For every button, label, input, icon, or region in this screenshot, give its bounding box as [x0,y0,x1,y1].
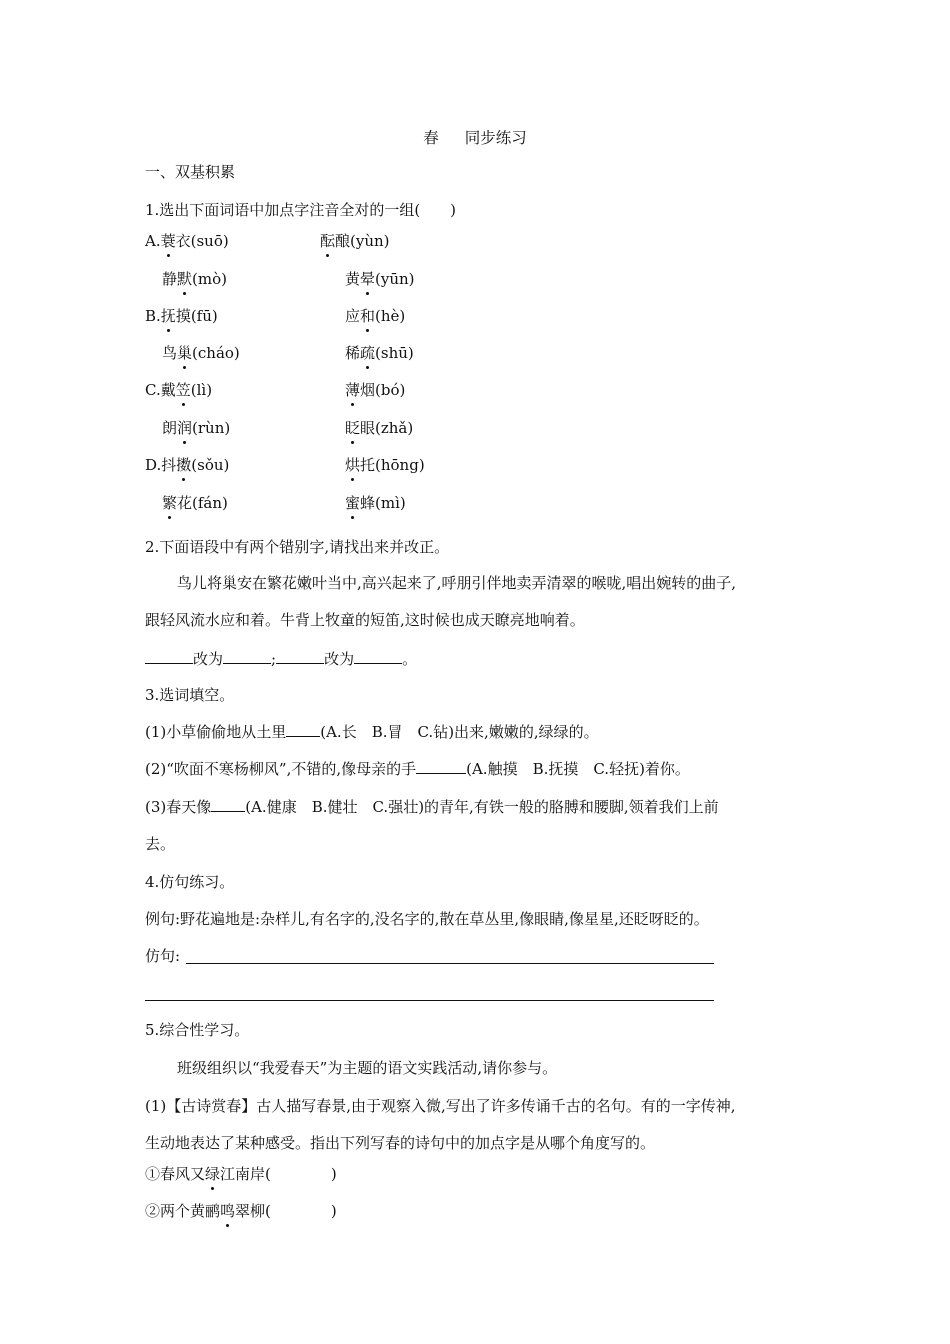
page-title [0,126,950,148]
option-row-6-right: 眨眼(zhǎ) [345,419,414,437]
question-1-stem: 1.选出下面词语中加点字注音全对的一组( ) [145,201,457,219]
dotted-char: 巢 [177,344,193,362]
answer-line[interactable] [186,963,714,964]
option-row-7-left: D.抖擞(sǒu) [145,456,230,474]
dotted-char: 抚 [160,307,176,325]
option-row-6-left: 朗润(rùn) [162,419,231,437]
imitate-label: 仿句: [145,947,181,965]
answer-blank[interactable] [354,649,402,664]
question-5-intro: 班级组织以“我爱春天”为主题的语文实践活动,请你参与。 [177,1059,558,1077]
dotted-char: 眨 [345,419,361,437]
poem-line-2: ②两个黄鹂鸣翠柳( ) [145,1202,337,1220]
answer-line[interactable] [145,1000,714,1001]
question-2-passage-line-2: 跟轻风流水应和着。牛背上牧童的短笛,这时候也成天瞭亮地响着。 [145,611,585,629]
option-letter: A. [145,232,161,250]
option-row-7-right: 烘托(hōng) [345,456,425,474]
dotted-char: 晕 [360,270,376,288]
question-5-sub1-line-1: (1)【古诗赏春】古人描写春景,由于观察入微,写出了许多传诵千古的名句。有的一字传神, [145,1097,736,1115]
dotted-char: 繁 [162,494,178,512]
dotted-char: 笠 [175,381,191,399]
example-sentence: 例句:野花遍地是:杂样儿,有名字的,没名字的,散在草丛里,像眼睛,像星星,还眨呀眨的。 [145,910,709,928]
option-row-5-right: 薄烟(bó) [345,381,406,399]
dotted-char: 疏 [360,344,376,362]
option-letter: C. [145,381,161,399]
question-2-stem: 2.下面语段中有两个错别字,请找出来并改正。 [145,538,450,556]
dotted-char: 薄 [345,381,361,399]
question-4-stem: 4.仿句练习。 [145,873,235,891]
dotted-char: 和 [360,307,376,325]
question-5-stem: 5.综合性学习。 [145,1021,250,1039]
option-row-8-right: 蜜蜂(mì) [345,494,406,512]
option-row-5-left: C.戴笠(lì) [145,381,213,399]
option-row-3-left: B.抚摸(fū) [145,307,218,325]
question-2-answer-line [145,649,417,669]
option-row-2-right: 黄晕(yūn) [345,270,415,288]
change-to-label: 改为 [193,650,224,668]
answer-blank[interactable] [416,759,466,774]
section-heading: 一、双基积累 [145,163,236,181]
answer-blank[interactable] [223,649,271,664]
dotted-char: 鸣 [220,1202,236,1220]
option-row-2-left: 静默(mò) [162,270,227,288]
question-3-item-3-cont: 去。 [145,835,176,853]
dotted-char: 蓑 [160,232,176,250]
question-2-passage-line-1: 鸟儿将巢安在繁花嫩叶当中,高兴起来了,呼朋引伴地卖弄清翠的喉咙,唱出婉转的曲子, [177,574,737,592]
option-row-4-left: 鸟巢(cháo) [162,344,240,362]
answer-blank[interactable] [211,797,245,812]
period: 。 [402,650,418,668]
poem-line-1: ①春风又绿江南岸( ) [145,1165,337,1183]
separator: ; [271,650,277,668]
title-main: 春 [423,129,439,147]
option-letter: B. [145,307,161,325]
dotted-char: 酝 [320,232,336,250]
change-to-label: 改为 [324,650,355,668]
option-row-8-left: 繁花(fán) [162,494,228,512]
dotted-char: 烘 [345,456,361,474]
dotted-char: 擞 [176,456,192,474]
question-3-item-1: (1)小草偷偷地从土里 (A.长 B.冒 C.钻)出来,嫩嫩的,绿绿的。 [145,723,599,741]
dotted-char: 绿 [205,1165,221,1183]
answer-blank[interactable] [286,722,320,737]
option-row-1-left: A.蓑衣(suō) [145,232,229,250]
question-3-item-2: (2)“吹面不寒杨柳风”,不错的,像母亲的手 (A.触摸 B.抚摸 C.轻抚)着你。 [145,760,690,778]
question-3-stem: 3.选词填空。 [145,686,235,704]
dotted-char: 蜜 [345,494,361,512]
answer-blank[interactable] [276,649,324,664]
title-sub: 同步练习 [464,129,527,147]
option-row-1-right: 酝酿(yùn) [320,232,390,250]
option-row-3-right: 应和(hè) [345,307,406,325]
question-3-item-3: (3)春天像 (A.健康 B.健壮 C.强壮)的青年,有铁一般的胳膊和腰脚,领着我们上前 [145,798,719,816]
option-row-4-right: 稀疏(shū) [345,344,414,362]
answer-blank[interactable] [145,649,193,664]
question-5-sub1-line-2: 生动地表达了某种感受。指出下列写春的诗句中的加点字是从哪个角度写的。 [145,1134,656,1152]
dotted-char: 润 [177,419,193,437]
dotted-char: 默 [177,270,193,288]
option-letter: D. [145,456,162,474]
